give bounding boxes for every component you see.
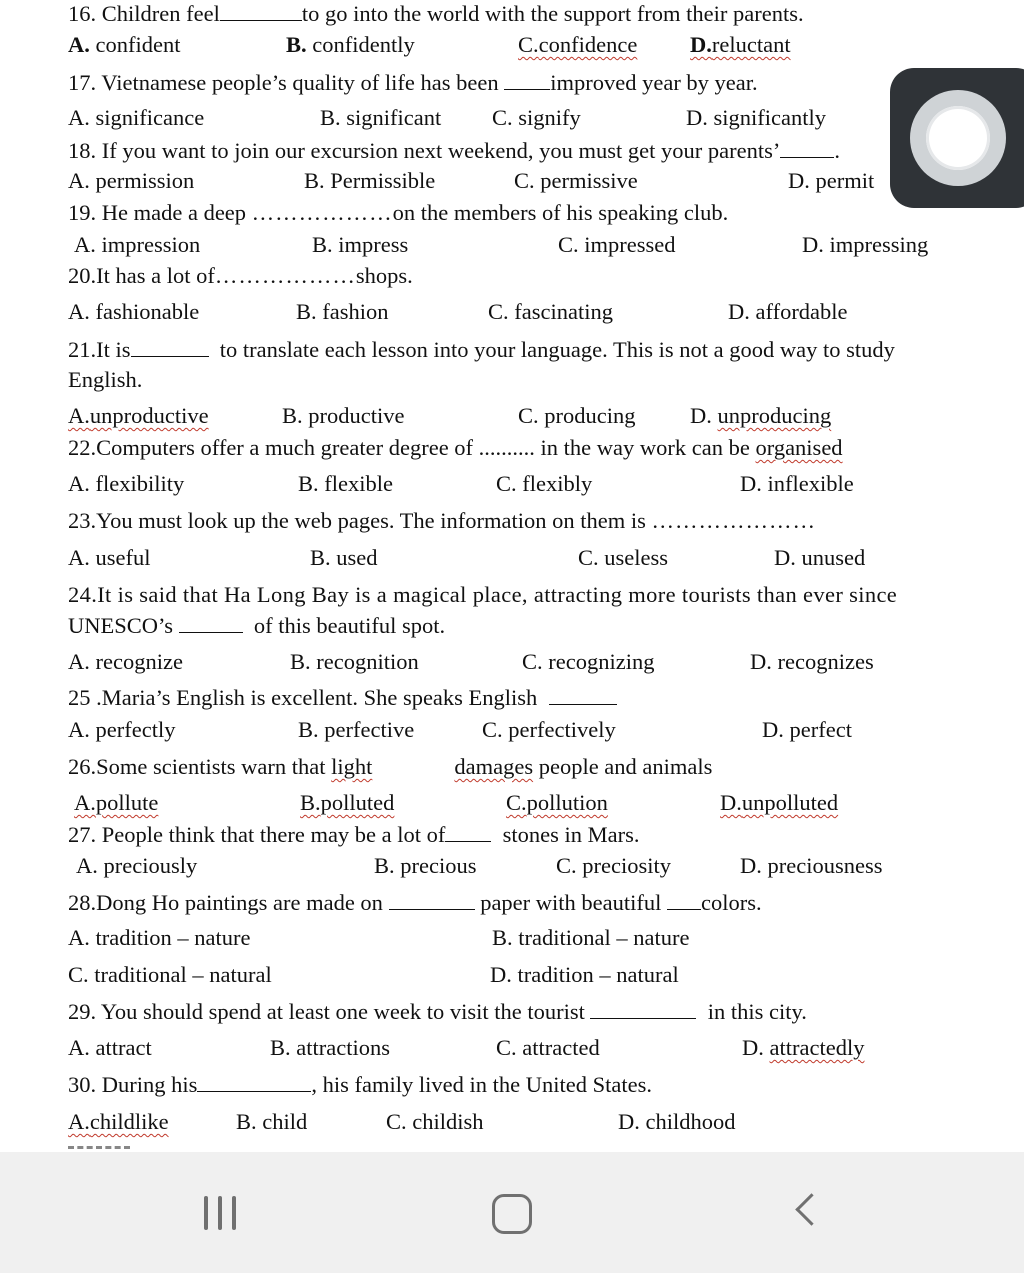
answer-blank <box>179 614 243 633</box>
answer-blank <box>131 338 209 357</box>
answer-blank <box>445 823 491 842</box>
question-22: 22.Computers offer a much greater degree of .......... in the way work can be organised <box>68 435 843 460</box>
question-26: 26.Some scientists warn that light damages people and animals <box>68 754 713 779</box>
option-c: C. producing <box>518 403 636 428</box>
option-c: C. perfectively <box>482 717 616 742</box>
option-a: A. permission <box>68 168 195 193</box>
option-d: D. preciousness <box>740 853 883 878</box>
answer-dots: ……………… <box>214 263 356 288</box>
option-c: C. attracted <box>496 1035 600 1060</box>
option-a: A. recognize <box>68 649 183 674</box>
answer-dots: .......... <box>478 435 535 460</box>
option-a: A. fashionable <box>68 299 200 324</box>
option-a: A. confident <box>68 32 181 57</box>
option-b: B. confidently <box>286 32 415 57</box>
option-c: C. permissive <box>514 168 638 193</box>
home-button[interactable] <box>452 1152 572 1273</box>
option-b: B. traditional – nature <box>492 925 690 950</box>
option-a: A. perfectly <box>68 717 176 742</box>
question-19: 19. He made a deep ………………on the members of his speaking club. <box>68 200 729 225</box>
question-28: 28.Dong Ho paintings are made on paper with beautiful colors. <box>68 890 762 915</box>
option-d: D. childhood <box>618 1109 736 1134</box>
option-a: A. tradition – nature <box>68 925 251 950</box>
option-d: D. tradition – natural <box>490 962 679 987</box>
option-b: B. child <box>236 1109 308 1134</box>
option-b: B. impress <box>312 232 409 257</box>
option-a: A. flexibility <box>68 471 185 496</box>
question-21: 21.It is to translate each lesson into your language. This is not a good way to study <box>68 337 895 362</box>
answer-blank <box>220 2 302 21</box>
option-b: B. attractions <box>270 1035 390 1060</box>
option-a: A. attract <box>68 1035 152 1060</box>
option-b: B. fashion <box>296 299 389 324</box>
option-a: A. preciously <box>76 853 198 878</box>
back-button[interactable] <box>748 1152 868 1273</box>
question-24: 24.It is said that Ha Long Bay is a magical place, attracting more tourists than ever since <box>68 582 898 607</box>
question-25: 25 .Maria’s English is excellent. She speaks English <box>68 684 964 712</box>
question-17: 17. Vietnamese people’s quality of life has been improved year by year. <box>68 70 758 95</box>
option-d: D.unpolluted <box>720 790 839 815</box>
answer-blank <box>667 891 701 910</box>
question-27: 27. People think that there may be a lot of stones in Mars. <box>68 822 640 847</box>
option-b: B. significant <box>320 105 442 130</box>
option-c: C. flexibly <box>496 471 593 496</box>
option-c: C.pollution <box>506 790 608 815</box>
option-a: A.childlike <box>68 1109 169 1134</box>
option-c: C. preciosity <box>556 853 671 878</box>
option-b: B. recognition <box>290 649 419 674</box>
screen-recorder-bubble[interactable] <box>890 68 1024 208</box>
option-d: D. perfect <box>762 717 852 742</box>
question-23: 23.You must look up the web pages. The information on them is ………………… <box>68 508 817 533</box>
recents-button[interactable] <box>160 1152 280 1273</box>
answer-dots: ………………… <box>651 508 817 533</box>
option-b: B. flexible <box>298 471 393 496</box>
screen-recorder-icon <box>910 90 1006 186</box>
option-d: D. affordable <box>728 299 848 324</box>
navigation-bar <box>0 1152 1024 1273</box>
option-a: A. significance <box>68 105 205 130</box>
question-21-continued: English. <box>68 367 143 392</box>
option-d: D. unused <box>774 545 866 570</box>
option-b: B. productive <box>282 403 405 428</box>
option-a: A.unproductive <box>68 403 209 428</box>
answer-blank <box>372 756 454 774</box>
option-d: D. unproducing <box>690 403 832 428</box>
option-d: D. permit <box>788 168 875 193</box>
option-d: D. recognizes <box>750 649 874 674</box>
option-c: C. recognizing <box>522 649 655 674</box>
answer-blank <box>590 1000 696 1019</box>
option-d: D.reluctant <box>690 32 791 57</box>
option-c: C. signify <box>492 105 581 130</box>
option-b: B. perfective <box>298 717 415 742</box>
option-a: A. impression <box>74 232 201 257</box>
question-number: 16. <box>68 1 97 26</box>
question-29: 29. You should spend at least one week to visit the tourist in this city. <box>68 999 807 1024</box>
question-16: 16. Children feel to go into the world with the support from their parents. <box>68 1 804 26</box>
answer-blank <box>389 891 475 910</box>
option-b: B. used <box>310 545 378 570</box>
option-d: D. impressing <box>802 232 929 257</box>
option-c: C. useless <box>578 545 669 570</box>
option-b: B. Permissible <box>304 168 436 193</box>
option-a: A. useful <box>68 545 151 570</box>
answer-dots: ……………… <box>251 200 393 225</box>
option-c: C. impressed <box>558 232 676 257</box>
question-20: 20.It has a lot of………………shops. <box>68 263 413 288</box>
question-18: 18. If you want to join our excursion next weekend, you must get your parents’ . <box>68 138 840 163</box>
option-b: B. precious <box>374 853 477 878</box>
answer-blank <box>549 686 617 705</box>
question-24-continued: UNESCO’s of this beautiful spot. <box>68 613 446 638</box>
option-c: C.confidence <box>518 32 638 57</box>
option-d: D. significantly <box>686 105 826 130</box>
answer-blank <box>504 71 550 90</box>
answer-blank <box>780 139 834 158</box>
option-c: C. childish <box>386 1109 484 1134</box>
answer-blank <box>197 1073 311 1092</box>
option-d: D. inflexible <box>740 471 854 496</box>
option-d: D. attractedly <box>742 1035 865 1060</box>
option-c: C. traditional – natural <box>68 962 272 987</box>
question-30: 30. During his , his family lived in the United States. <box>68 1072 652 1097</box>
option-c: C. fascinating <box>488 299 613 324</box>
option-b: B.polluted <box>300 790 395 815</box>
option-a: A.pollute <box>74 790 159 815</box>
